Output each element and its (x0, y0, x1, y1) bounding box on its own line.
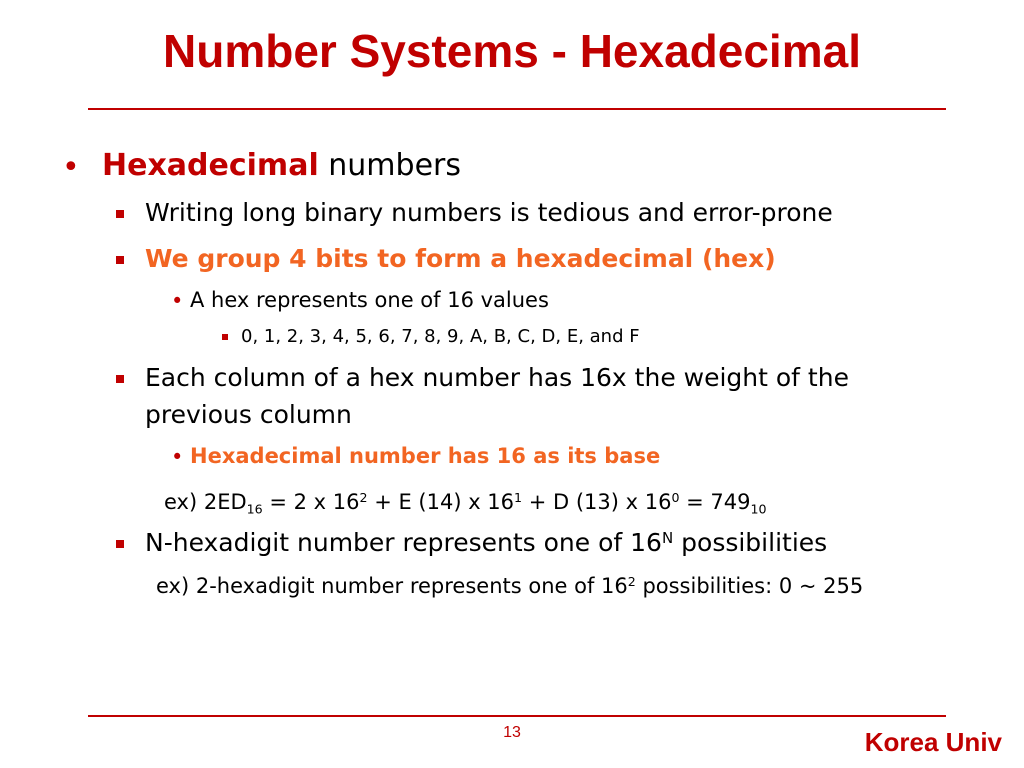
example-text: ex) 2-hexadigit number represents one of 16 (156, 574, 628, 598)
bullet-hex-values: 0, 1, 2, 3, 4, 5, 6, 7, 8, 9, A, B, C, D, E, and F (241, 326, 640, 347)
square-bullet-icon (222, 334, 228, 340)
bullet-dot: • (62, 150, 80, 185)
bullet-each-column-line2: previous column (145, 400, 352, 429)
bullet-group-4-bits: We group 4 bits to form a hexadecimal (hex) (145, 244, 776, 273)
page-number: 13 (503, 724, 521, 741)
square-bullet-icon (116, 540, 124, 548)
bullet-text: possibilities (673, 528, 828, 557)
brand-label: Korea Univ (864, 727, 1002, 757)
bullet-each-column-line1: Each column of a hex number has 16x the weight of the (145, 363, 849, 392)
example-text: possibilities: 0 ~ 255 (635, 574, 864, 598)
example-text: = 2 x 16 (262, 490, 360, 514)
example-2-hexadigit (156, 574, 863, 598)
title-divider (88, 108, 946, 110)
bullet-dot: • (171, 445, 184, 469)
example-text: + E (14) x 16 (367, 490, 515, 514)
example-conversion (164, 490, 767, 516)
bullet-text: N-hexadigit number represents one of 16 (145, 528, 662, 557)
bullet-emphasis: Hexadecimal (102, 148, 319, 183)
subscript: 10 (750, 501, 767, 517)
superscript: 2 (359, 490, 368, 506)
example-text: = 749 (679, 490, 751, 514)
example-text: ex) 2ED (164, 490, 247, 514)
superscript: 1 (514, 490, 523, 506)
subscript: 16 (246, 501, 263, 517)
slide-title: Number Systems - Hexadecimal (163, 25, 861, 77)
superscript: 2 (627, 574, 636, 590)
square-bullet-icon (116, 375, 124, 383)
superscript: N (661, 528, 674, 547)
bullet-dot: • (171, 289, 184, 313)
footer-divider (88, 715, 946, 717)
bullet-hexadecimal-numbers (102, 148, 461, 183)
bullet-hex-represents: A hex represents one of 16 values (190, 288, 549, 312)
square-bullet-icon (116, 256, 124, 264)
bullet-text: numbers (318, 148, 461, 183)
square-bullet-icon (116, 210, 124, 218)
superscript: 0 (671, 490, 680, 506)
bullet-base-16: Hexadecimal number has 16 as its base (190, 444, 661, 468)
bullet-n-hexadigit (145, 528, 827, 557)
example-text: + D (13) x 16 (522, 490, 672, 514)
bullet-writing-long-binary: Writing long binary numbers is tedious and error-prone (145, 198, 833, 227)
